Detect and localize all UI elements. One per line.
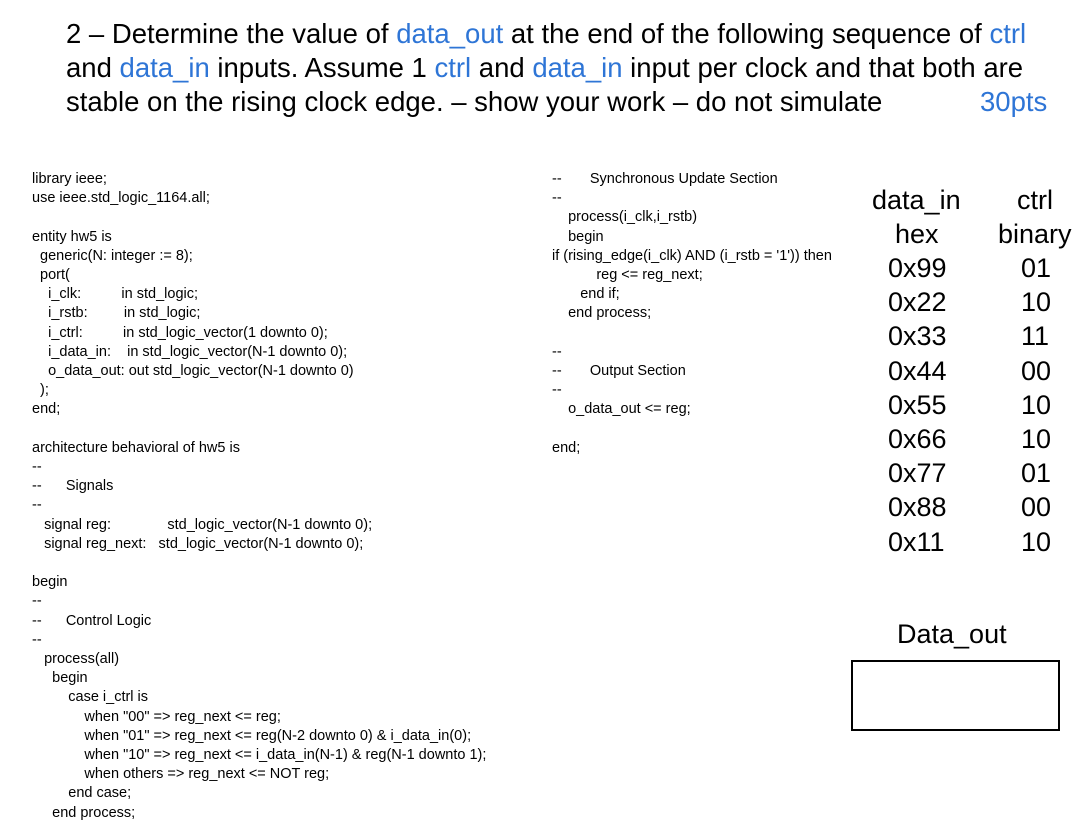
code-line: signal reg: std_logic_vector(N-1 downto 0); bbox=[32, 516, 373, 533]
code-line: ); bbox=[32, 382, 49, 399]
code-line: o_data_out <= reg; bbox=[552, 401, 691, 418]
data-in-cell: 0x11 bbox=[888, 526, 945, 557]
header-data-in: data_in bbox=[872, 185, 961, 215]
code-line bbox=[552, 420, 832, 439]
code-line: -- bbox=[32, 593, 42, 610]
code-line: i_clk: in std_logic; bbox=[32, 286, 199, 303]
code-line: i_rstb: in std_logic; bbox=[32, 305, 201, 322]
highlighted-term: data_out bbox=[396, 18, 504, 49]
code-line: -- Output Section bbox=[552, 363, 686, 380]
highlighted-term: data_in bbox=[119, 52, 210, 83]
ctrl-cell: 10 bbox=[1021, 526, 1052, 557]
highlighted-term: ctrl bbox=[989, 18, 1027, 49]
header-hex: hex bbox=[895, 219, 939, 249]
data-in-cell: 0x66 bbox=[888, 424, 947, 454]
data-out-answer-box[interactable] bbox=[851, 660, 1060, 731]
code-line: process(all) bbox=[32, 651, 120, 668]
code-line: when "00" => reg_next <= reg; bbox=[32, 708, 281, 725]
code-line: begin bbox=[552, 228, 604, 245]
question-text bbox=[66, 17, 1076, 119]
ctrl-cell: 01 bbox=[1021, 458, 1052, 489]
code-line: case i_ctrl is bbox=[32, 689, 149, 706]
data-out-label: Data_out bbox=[897, 619, 1007, 649]
code-line bbox=[32, 208, 486, 227]
code-line: when "01" => reg_next <= reg(N-2 downto 0) & i_data_in(0); bbox=[32, 727, 472, 744]
code-line: -- Signals bbox=[32, 478, 114, 495]
code-line: -- bbox=[552, 190, 562, 207]
data-in-cell: 0x55 bbox=[888, 389, 947, 420]
code-line: -- bbox=[32, 497, 42, 514]
question-fragment: and bbox=[66, 52, 120, 83]
ctrl-cell: 10 bbox=[1021, 389, 1052, 420]
ctrl-cell: 10 bbox=[1021, 424, 1052, 454]
code-line: -- Synchronous Update Section bbox=[552, 171, 778, 187]
code-line bbox=[32, 420, 486, 439]
ctrl-cell: 01 bbox=[1021, 253, 1052, 283]
code-line: begin bbox=[32, 670, 88, 687]
question-fragment: inputs. Assume 1 bbox=[209, 52, 435, 83]
code-line: library ieee; bbox=[32, 171, 107, 187]
code-line: signal reg_next: std_logic_vector(N-1 downto 0); bbox=[32, 535, 364, 552]
vhdl-code-right bbox=[552, 170, 832, 458]
code-line: end process; bbox=[552, 305, 652, 322]
code-line: -- Control Logic bbox=[32, 612, 152, 629]
highlighted-term: ctrl bbox=[434, 52, 472, 83]
ctrl-cell: 00 bbox=[1021, 492, 1052, 523]
question-points: 30pts bbox=[980, 86, 1048, 117]
code-line: port( bbox=[32, 267, 70, 283]
question-fragment: and bbox=[471, 52, 533, 83]
header-ctrl: ctrl bbox=[1017, 185, 1053, 215]
code-line bbox=[32, 554, 486, 573]
code-line: -- bbox=[32, 459, 42, 476]
code-line: if (rising_edge(i_clk) AND (i_rstb = '1')) then bbox=[552, 247, 832, 264]
code-line: i_data_in: in std_logic_vector(N-1 downto 0); bbox=[32, 343, 348, 360]
data-in-cell: 0x99 bbox=[888, 253, 947, 283]
code-line: end case; bbox=[32, 785, 132, 802]
code-line: end; bbox=[32, 401, 61, 418]
code-line: end process; bbox=[32, 804, 136, 821]
ctrl-cell: 11 bbox=[1021, 321, 1050, 352]
data-in-cell: 0x44 bbox=[888, 355, 947, 386]
data-in-cell: 0x22 bbox=[888, 287, 947, 318]
ctrl-cell: 10 bbox=[1021, 287, 1052, 318]
code-line: end; bbox=[552, 439, 581, 456]
question-fragment: at the end of the following sequence of bbox=[503, 18, 990, 49]
code-line: architecture behavioral of hw5 is bbox=[32, 439, 240, 456]
code-line: -- bbox=[552, 343, 562, 360]
code-line: when "10" => reg_next <= i_data_in(N-1) & reg(N-1 downto 1); bbox=[32, 747, 487, 764]
data-in-cell: 0x77 bbox=[888, 458, 947, 489]
code-line bbox=[552, 324, 832, 343]
code-line: when others => reg_next <= NOT reg; bbox=[32, 766, 330, 783]
code-line: end if; bbox=[552, 286, 620, 303]
code-line: process(i_clk,i_rstb) bbox=[552, 209, 698, 226]
code-line: i_ctrl: in std_logic_vector(1 downto 0); bbox=[32, 324, 328, 341]
code-line: generic(N: integer := 8); bbox=[32, 247, 193, 264]
code-line: use ieee.std_logic_1164.all; bbox=[32, 190, 210, 207]
question-fragment: 2 – Determine the value of bbox=[66, 18, 397, 49]
code-line: entity hw5 is bbox=[32, 228, 112, 245]
data-in-cell: 0x88 bbox=[888, 492, 947, 523]
code-line: reg <= reg_next; bbox=[552, 267, 703, 284]
code-line: -- bbox=[552, 382, 562, 399]
code-line: begin bbox=[32, 574, 68, 591]
code-line: o_data_out: out std_logic_vector(N-1 downto 0) bbox=[32, 363, 354, 380]
vhdl-code-left bbox=[32, 170, 486, 823]
question-fragment: input per clock and that both are stable on the rising clock edge. – show your work – do not simulate bbox=[66, 52, 1024, 117]
header-binary: binary bbox=[998, 219, 1072, 249]
code-line: -- bbox=[32, 631, 42, 648]
highlighted-term: data_in bbox=[532, 52, 623, 83]
data-in-cell: 0x33 bbox=[888, 321, 947, 352]
ctrl-cell: 00 bbox=[1021, 355, 1052, 386]
